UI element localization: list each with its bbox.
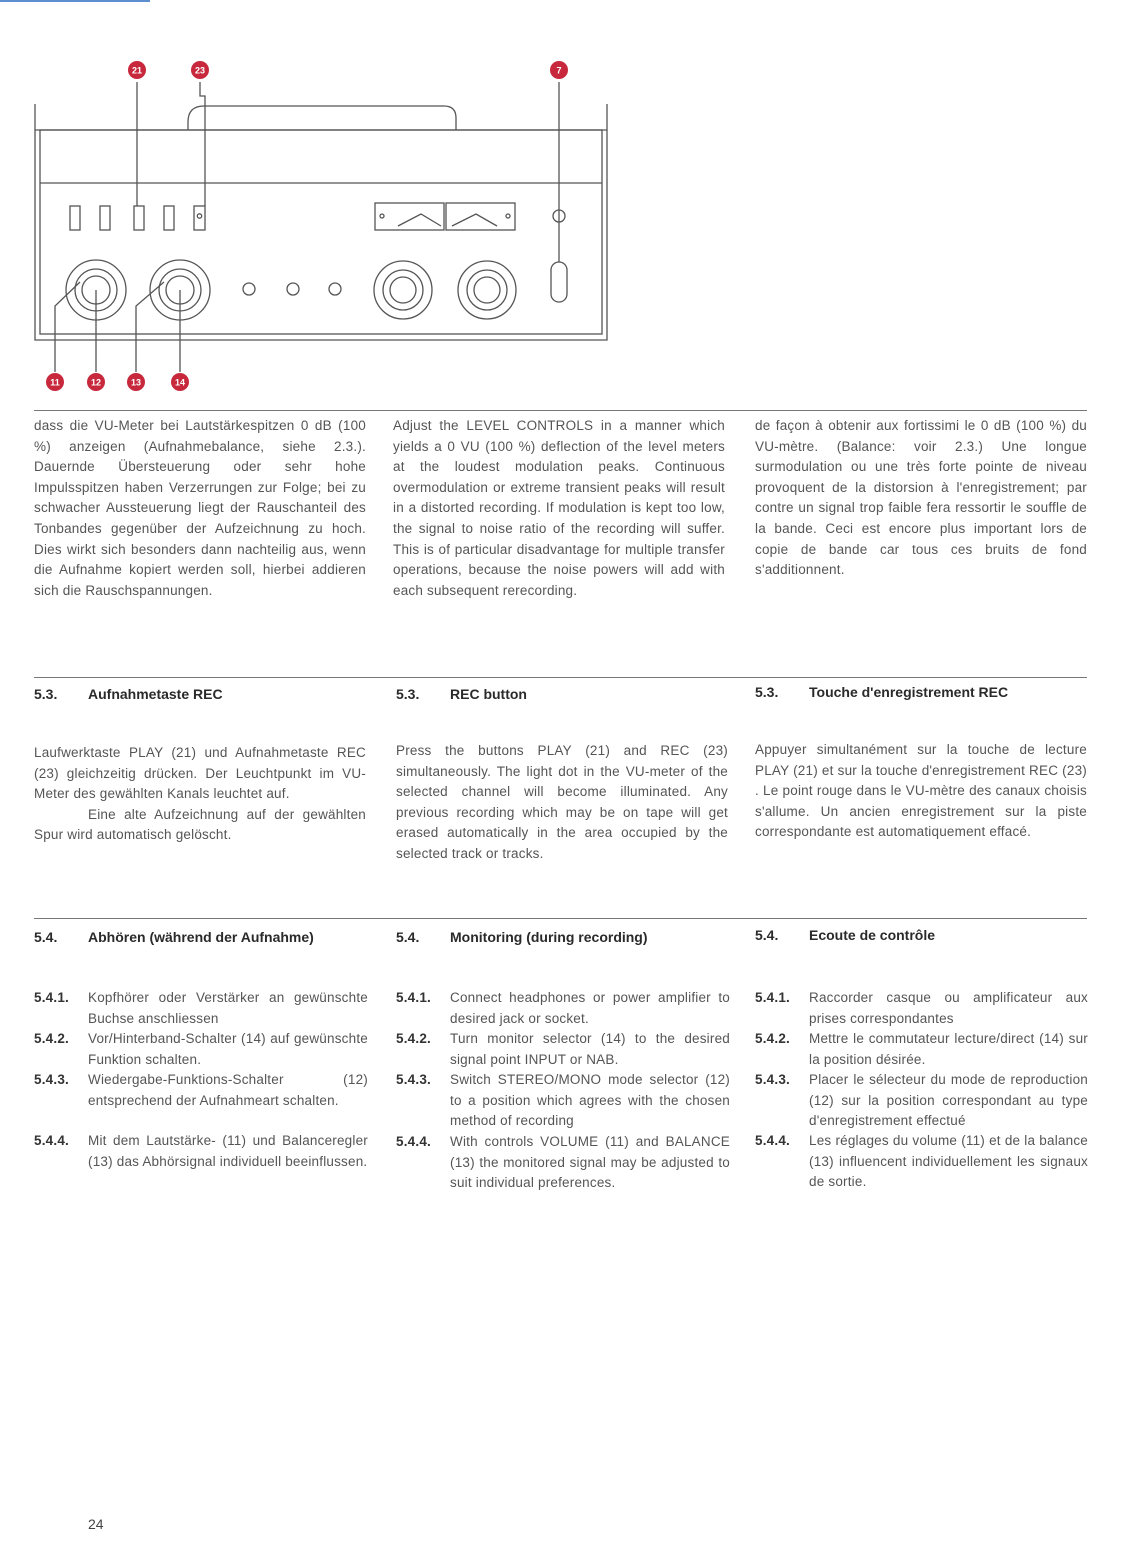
section-number: 5.4. [755, 927, 779, 943]
intro-text-en: Adjust the LEVEL CONTROLS in a manner which yields a 0 VU (100 %) deflection of the level meters at the loudest modulation peaks. Continuous overmodulation or extreme transient peaks will result in a distorted recording. If modulation is kept too low, the signal to noise ratio of the recording will suffer. This is of particular disadvantage for multiple transfer operations, because the noise powers will add with each subsequent rerecording. [393, 418, 725, 598]
section-5-3-body-fr: Appuyer simultanément sur la touche de lecture PLAY (21) et sur la touche d'enregistrement REC (23) . Le point rouge dans le VU-mètre des canaux choisis s'allume. Un ancien enregistrement sur la piste correspondante est automatiquement effacé. [755, 742, 1087, 840]
list-item [755, 1070, 1088, 1132]
item-number: 5.4.4. [396, 1134, 431, 1149]
callout-12-label: 12 [90, 377, 102, 388]
item-number: 5.4.1. [755, 990, 790, 1005]
section-5-3-heading-de [34, 686, 223, 702]
section-5-4-heading-en [396, 929, 648, 945]
item-text: Turn monitor selector (14) to the desired signal point INPUT or NAB. [450, 1031, 730, 1067]
section-5-3-heading-fr [755, 684, 1008, 700]
section-number: 5.3. [396, 686, 420, 702]
page-number: 24 [88, 1516, 104, 1532]
callout-14-label: 14 [174, 377, 186, 388]
item-text: Kopfhörer oder Verstärker an gewünschte Buchse anschliessen [88, 990, 368, 1026]
section-number: 5.3. [755, 684, 779, 700]
item-text: Wiedergabe-Funktions-Schalter (12) entsprechend der Aufnahmeart schalten. [88, 1072, 368, 1108]
item-text: Placer le sélecteur du mode de reproduction (12) sur la position correspondant au type d'enregistrement effectué [809, 1072, 1088, 1129]
item-number: 5.4.4. [34, 1133, 69, 1148]
section-title: Touche d'enregistrement REC [809, 684, 1009, 700]
paragraph: Laufwerktaste PLAY (21) und Aufnahmetaste REC (23) gleichzeitig drücken. Der Leuchtpunkt im VU-Meter des gewählten Kanals leuchtet auf. [34, 745, 366, 802]
push-button-2 [100, 206, 110, 230]
list-item [396, 1029, 730, 1070]
item-text: Connect headphones or power amplifier to desired jack or socket. [450, 990, 730, 1026]
section-5-3-heading-en [396, 686, 527, 702]
item-number: 5.4.2. [755, 1031, 790, 1046]
list-item [34, 988, 368, 1029]
list-item [755, 1029, 1088, 1070]
item-number: 5.4.3. [396, 1072, 431, 1087]
item-number: 5.4.2. [396, 1031, 431, 1046]
play-button-21 [134, 206, 144, 230]
item-number: 5.4.1. [34, 990, 69, 1005]
vu-meter-left [375, 203, 444, 230]
section-5-3-body-en: Press the buttons PLAY (21) and REC (23) simultaneously. The light dot in the VU-meter of the selected channel will become illuminated. Any previous recording which may be on tape will get erased automatically in the area occupied by the selected track or tracks. [396, 743, 728, 861]
section-title: Aufnahmetaste REC [88, 686, 223, 702]
item-number: 5.4.2. [34, 1031, 69, 1046]
item-number: 5.4.1. [396, 990, 431, 1005]
list-item [34, 1029, 368, 1070]
list-item [396, 1070, 730, 1132]
section-5-4-rule [34, 918, 1087, 919]
paragraph: Eine alte Aufzeichnung auf der gewählten Spur wird automatisch gelöscht. [34, 806, 366, 843]
item-text: Mettre le commutateur lecture/direct (14) sur la position désirée. [809, 1031, 1088, 1067]
callout-13-label: 13 [130, 377, 142, 388]
callout-11-label: 11 [50, 377, 60, 388]
item-number: 5.4.3. [34, 1072, 69, 1087]
item-text: Les réglages du volume (11) et de la balance (13) influencent individuellement les signaux de sortie. [809, 1133, 1088, 1190]
section-5-3-body-de [34, 743, 366, 846]
item-text: Raccorder casque ou amplificateur aux prises correspondantes [809, 990, 1088, 1026]
item-text: Mit dem Lautstärke- (11) und Balanceregler (13) das Abhörsignal individuell beeinflussen. [88, 1133, 368, 1169]
section-number: 5.4. [34, 929, 58, 945]
intro-rule [34, 410, 1087, 411]
section-number: 5.3. [34, 686, 58, 702]
callout-21-label: 21 [131, 65, 143, 76]
item-text: Switch STEREO/MONO mode selector (12) to a position which agrees with the chosen method of recording [450, 1072, 730, 1129]
list-item [396, 988, 730, 1029]
item-number: 5.4.3. [755, 1072, 790, 1087]
section-number: 5.4. [396, 929, 420, 945]
callout-7-label: 7 [556, 65, 562, 76]
push-button-4 [164, 206, 174, 230]
device-panel-diagram [0, 0, 1137, 400]
section-title: Abhören (während der Aufnahme) [88, 929, 314, 945]
list-item [755, 1131, 1088, 1193]
intro-text-de: dass die VU-Meter bei Lautstärkespitzen 0 dB (100 %) anzeigen (Aufnahmebalance, siehe 2.3.). Dauernde Übersteuerung oder sehr hohe Impulsspitzen haben Verzerrungen zur Folge; bei zu schwacher Aussteuerung liegt der Rauschanteil des Tonbandes gegenüber der Aufzeichnung zu hoch. Dies wirkt sich besonders dann nachteilig aus, wenn die Aufnahme kopiert werden soll, hierbei addieren sich die Rauschspannungen. [34, 418, 366, 598]
intro-text-fr: de façon à obtenir aux fortissimi le 0 dB (100 %) du VU-mètre. (Balance: voir 2.3.) Une longue surmodulation ou une très forte pointe de niveau provoquent de la distorsion à l'enregistrement; par contre un signal trop faible fera ressortir le souffle de la bande. Ceci est encore plus important lors de copie de bande car tous ces bruits de fond s'additionnent. [755, 418, 1087, 578]
list-item [396, 1132, 730, 1194]
section-5-3-rule [34, 677, 1087, 678]
item-text: Vor/Hinterband-Schalter (14) auf gewünschte Funktion schalten. [88, 1031, 368, 1067]
push-button-1 [70, 206, 80, 230]
section-title: Ecoute de contrôle [809, 927, 936, 943]
section-title: Monitoring (during recording) [450, 929, 648, 945]
power-switch-7 [551, 262, 567, 302]
list-item [34, 1070, 368, 1111]
section-5-4-heading-de [34, 929, 314, 945]
list-item [34, 1131, 368, 1172]
section-5-4-heading-fr [755, 927, 935, 943]
callout-23-label: 23 [194, 65, 206, 76]
item-text: With controls VOLUME (11) and BALANCE (13) the monitored signal may be adjusted to suit individual preferences. [450, 1134, 730, 1191]
item-number: 5.4.4. [755, 1133, 790, 1148]
list-item [755, 988, 1088, 1029]
section-title: REC button [450, 686, 527, 702]
